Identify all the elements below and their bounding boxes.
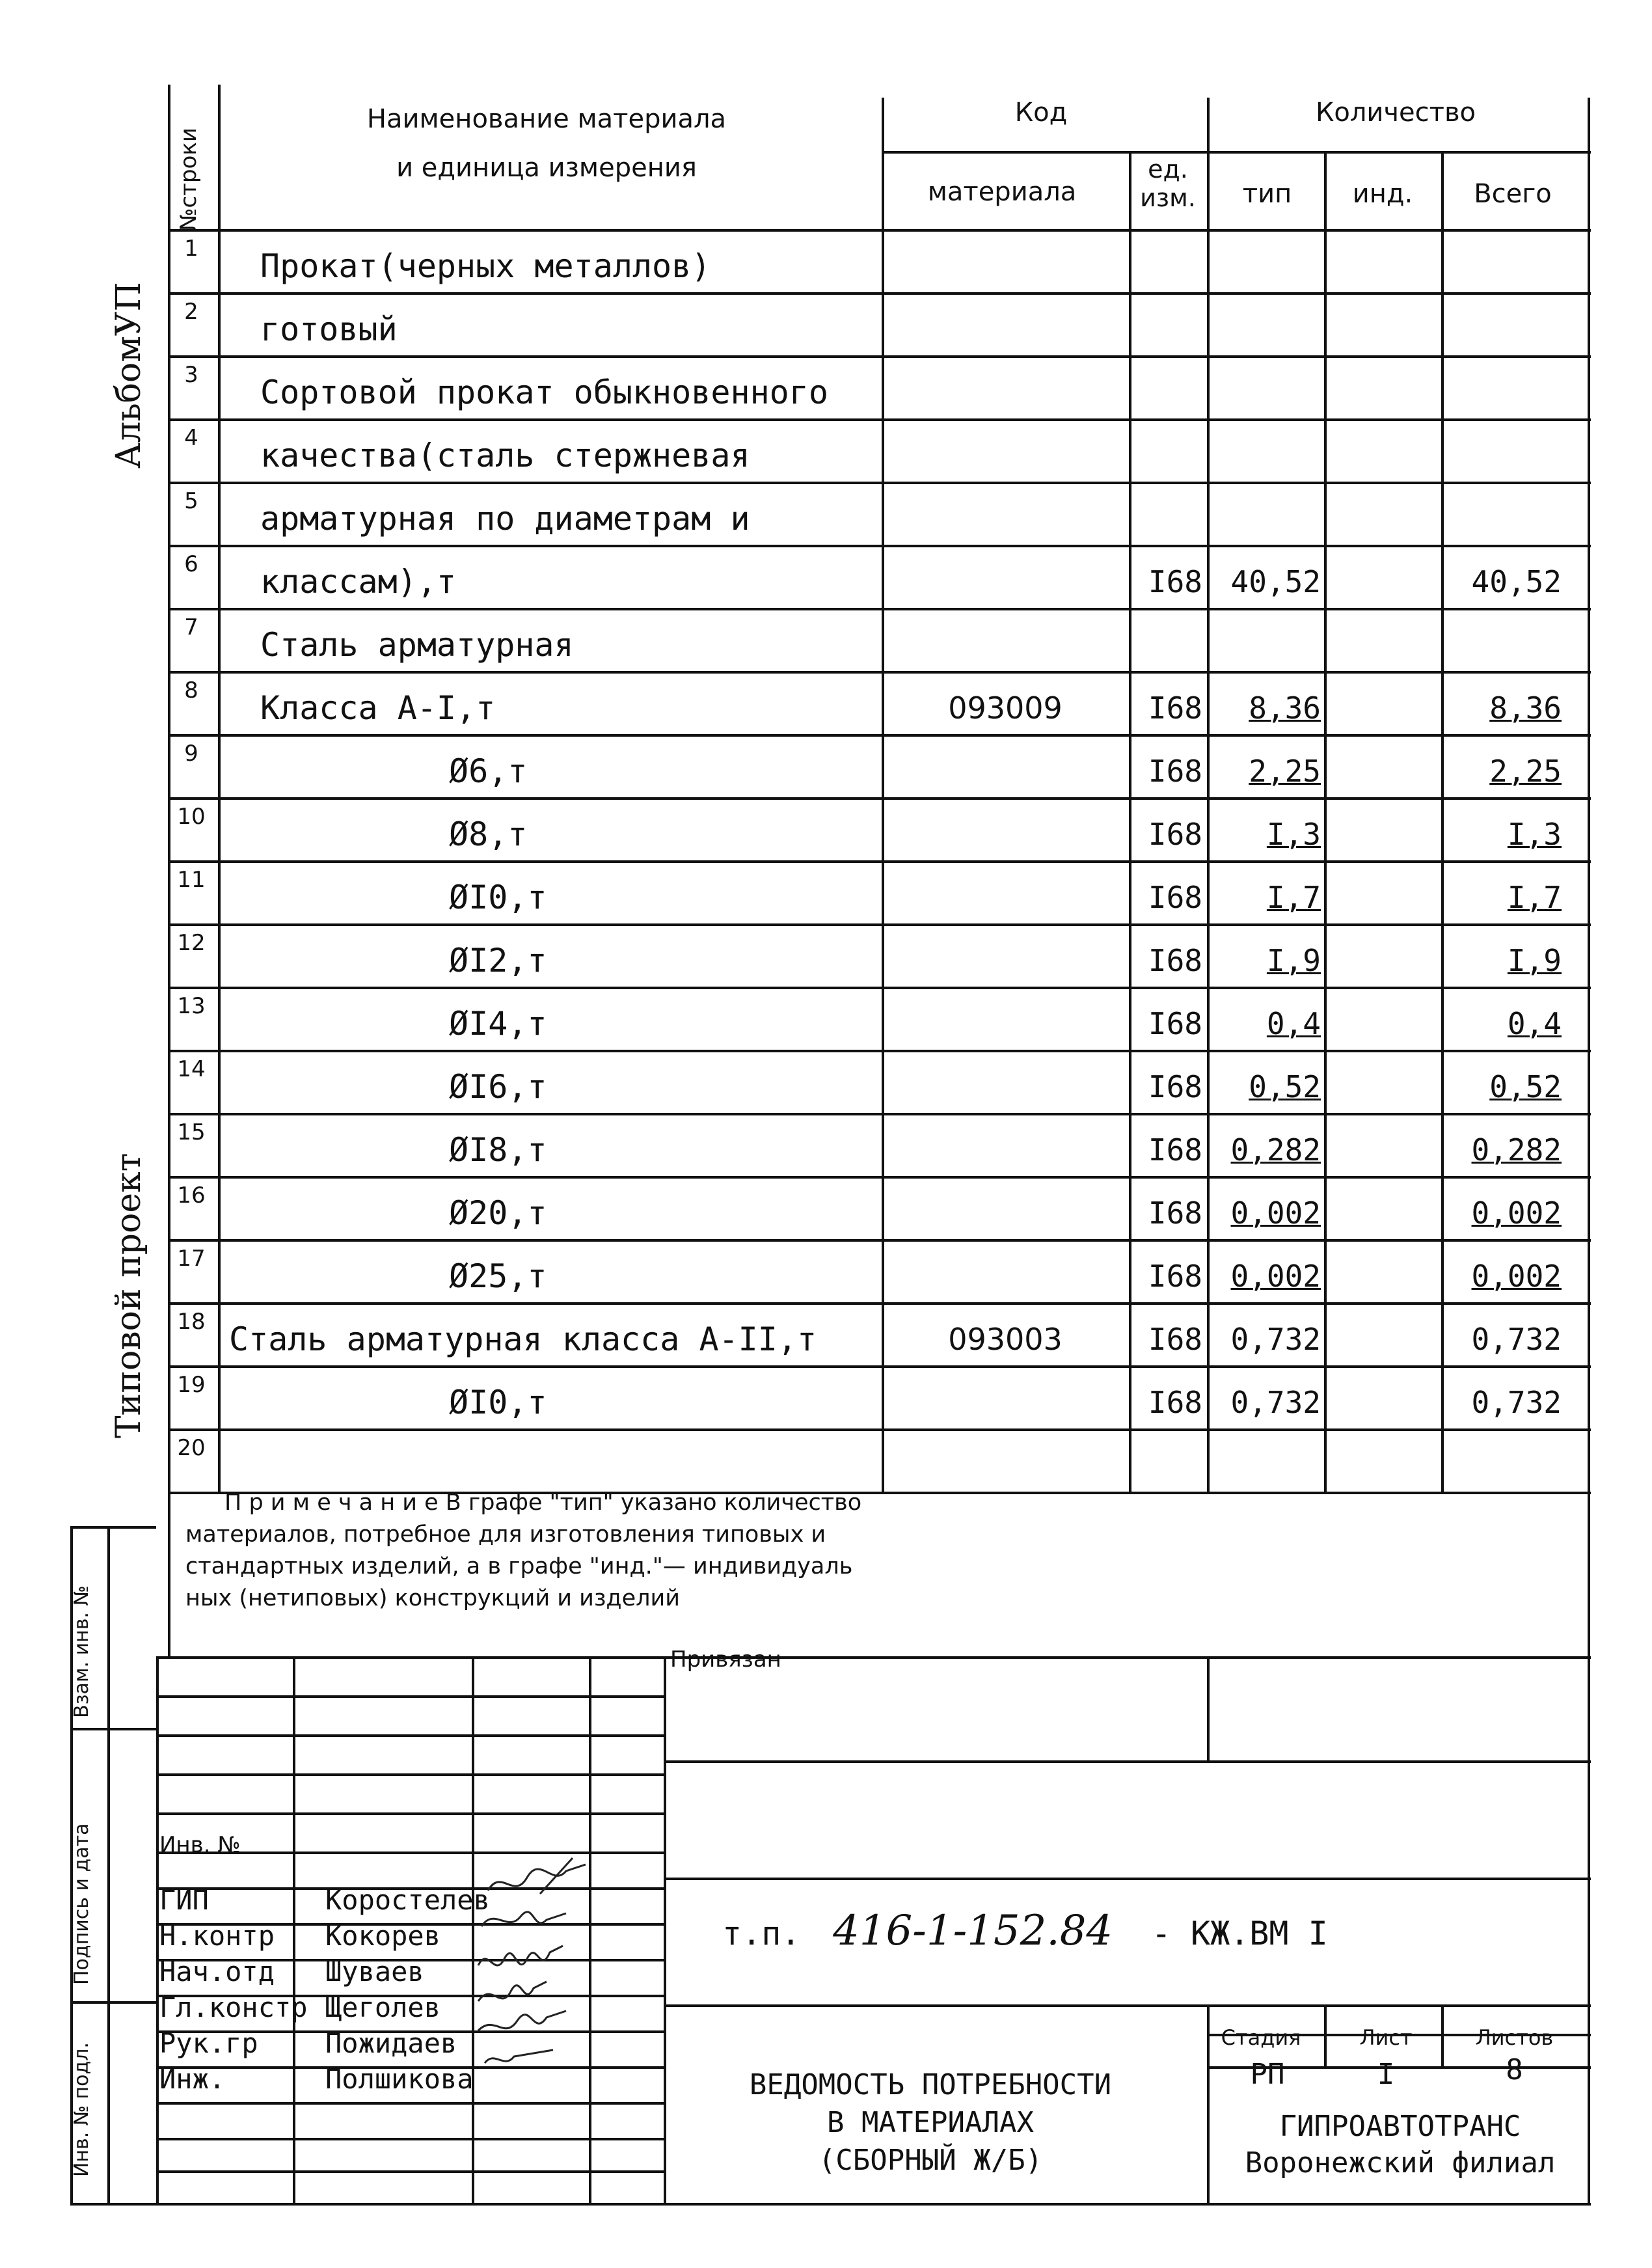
- row-material-name: Ø25,т: [449, 1257, 547, 1295]
- row-qty-total: 40,52: [1471, 564, 1562, 599]
- row-unit-code: I68: [1148, 1069, 1202, 1104]
- row-qty-type: 0,732: [1230, 1385, 1321, 1420]
- row-number: 14: [177, 1056, 206, 1082]
- row-qty-type: 0,4: [1266, 1006, 1321, 1041]
- stamp-row-line: [156, 1773, 664, 1776]
- row-unit-code: I68: [1148, 564, 1202, 599]
- row-material-name: Ø8,т: [449, 815, 528, 853]
- doc-number: 416-1-152.84: [833, 1907, 1113, 1955]
- row-qty-total: 0,732: [1471, 1322, 1562, 1357]
- margin-top-line: [70, 1526, 156, 1529]
- row-material-code: 093009: [948, 690, 1063, 726]
- header-code-unit: ед. изм.: [1140, 155, 1196, 212]
- staff-role: Н.контр: [159, 1920, 275, 1952]
- row-qty-total: I,7: [1507, 880, 1562, 915]
- row-line: [168, 734, 1591, 737]
- row-qty-type: 0,002: [1230, 1259, 1321, 1294]
- inv-no-label: Инв. №: [159, 1832, 241, 1858]
- row-qty-type: I,7: [1266, 880, 1321, 915]
- note-left-line: [168, 1492, 170, 1656]
- header-bottom-line: [168, 229, 1591, 232]
- row-material-name: Сортовой прокат обыкновенного: [260, 374, 828, 411]
- header-name-line1: Наименование материала: [366, 104, 727, 134]
- doc-number-top: [664, 1878, 1591, 1880]
- row-line: [168, 1365, 1591, 1368]
- row-qty-total: 0,52: [1489, 1069, 1562, 1104]
- sheet-value: I: [1377, 2058, 1395, 2091]
- staff-name: Шуваев: [325, 1956, 424, 1988]
- row-number: 20: [177, 1435, 206, 1461]
- row-unit-code: I68: [1148, 1195, 1202, 1231]
- row-unit-code: I68: [1148, 880, 1202, 915]
- row-line: [168, 482, 1591, 484]
- stamp-row-line: [156, 2170, 664, 2173]
- row-unit-code: I68: [1148, 754, 1202, 789]
- row-qty-total: 0,002: [1471, 1259, 1562, 1294]
- row-number: 8: [184, 677, 198, 704]
- signature-3: [478, 1946, 563, 1965]
- row-unit-code: I68: [1148, 943, 1202, 978]
- side-album-label: АльбомУП: [109, 282, 148, 469]
- doc-prefix: т.п.: [722, 1915, 801, 1952]
- row-material-name: ØI0,т: [449, 879, 547, 916]
- header-qty-type: тип: [1242, 179, 1292, 209]
- doc-suffix: - КЖ.ВМ I: [1151, 1915, 1328, 1952]
- stamp-row-line: [156, 1812, 664, 1815]
- row-line: [168, 1113, 1591, 1115]
- row-line: [168, 1176, 1591, 1179]
- row-unit-code: I68: [1148, 1132, 1202, 1168]
- stamp-row-line: [156, 1695, 664, 1698]
- row-material-name: классам),т: [260, 563, 457, 601]
- row-number: 2: [184, 299, 198, 325]
- row-unit-code: I68: [1148, 817, 1202, 852]
- margin-outer-line: [70, 1526, 73, 2203]
- row-qty-total: 0,002: [1471, 1195, 1562, 1231]
- margin-inner-line: [107, 1526, 110, 2203]
- header-name-line2: и единица измерения: [396, 153, 697, 183]
- row-material-name: ØI8,т: [449, 1131, 547, 1169]
- staff-role: Нач.отд: [159, 1956, 275, 1988]
- note-line-3: стандартных изделий, а в графе "инд."— индивидуаль: [185, 1553, 853, 1579]
- note-line-1: [185, 1487, 861, 1519]
- staff-role: Гл.констр: [159, 1991, 308, 2023]
- privyazan-bottom: [664, 1760, 1591, 1763]
- staff-role: ГИП: [159, 1884, 209, 1916]
- row-line: [168, 797, 1591, 800]
- privyazan-divider: [1207, 1656, 1210, 1760]
- margin-split-1: [70, 1728, 156, 1730]
- row-qty-total: 0,732: [1471, 1385, 1562, 1420]
- row-number: 10: [177, 804, 206, 830]
- note-line-1-text: В графе "тип" указано количество: [438, 1490, 862, 1516]
- row-number: 13: [177, 993, 206, 1019]
- signature-2: [481, 1912, 566, 1926]
- note-line-2: материалов, потребное для изготовления типовых и: [185, 1522, 826, 1548]
- row-line: [168, 1050, 1591, 1052]
- row-number: 6: [184, 551, 198, 577]
- row-material-name: ØI6,т: [449, 1068, 547, 1106]
- row-line: [168, 418, 1591, 421]
- row-material-name: Прокат(черных металлов): [260, 247, 711, 285]
- privyazan-label: Привязан: [670, 1646, 781, 1673]
- row-qty-total: I,9: [1507, 943, 1562, 978]
- row-material-name: готовый: [260, 310, 398, 348]
- staff-name: Коростелев: [325, 1884, 490, 1916]
- row-material-name: ØI4,т: [449, 1005, 547, 1043]
- row-number: 16: [177, 1182, 206, 1209]
- row-number: 18: [177, 1309, 206, 1335]
- row-number: 5: [184, 488, 198, 514]
- stage-label: Стадия: [1221, 2025, 1301, 2050]
- stamp-top-line: [156, 1656, 1591, 1659]
- row-number: 1: [184, 236, 198, 262]
- row-number: 7: [184, 614, 198, 640]
- staff-name: Кокорев: [325, 1920, 441, 1952]
- row-number: 3: [184, 362, 198, 388]
- signature-5: [478, 2011, 566, 2030]
- row-number: 9: [184, 741, 198, 767]
- stamp-col-1: [293, 1656, 295, 2203]
- side-podpis-label: Подпись и дата: [70, 1823, 93, 1985]
- row-qty-type: I,3: [1266, 817, 1321, 852]
- row-line: [168, 292, 1591, 295]
- row-qty-total: 0,4: [1507, 1006, 1562, 1041]
- row-unit-code: I68: [1148, 1259, 1202, 1294]
- margin-split-2: [70, 2001, 156, 2004]
- side-vzam-label: Взам. инв. №: [70, 1585, 93, 1718]
- row-line: [168, 545, 1591, 547]
- stamp-row-line: [156, 1734, 664, 1737]
- row-number: 11: [177, 867, 206, 893]
- row-material-name: ØI2,т: [449, 942, 547, 979]
- row-qty-type: 2,25: [1249, 754, 1321, 789]
- row-material-name: ØI0,т: [449, 1384, 547, 1421]
- doc-title-line-1: ВЕДОМОСТЬ ПОТРЕБНОСТИ: [749, 2068, 1112, 2101]
- row-unit-code: I68: [1148, 690, 1202, 726]
- row-qty-type: I,9: [1266, 943, 1321, 978]
- row-qty-total: 0,282: [1471, 1132, 1562, 1168]
- row-qty-total: I,3: [1507, 817, 1562, 852]
- sheets-label: Листов: [1475, 2025, 1554, 2050]
- stamp-left-line: [156, 1656, 159, 2203]
- staff-name: Пожидаев: [325, 2027, 457, 2059]
- row-material-name: качества(сталь стержневая: [260, 437, 750, 474]
- note-line-4: ных (нетиповых) конструкций и изделий: [185, 1585, 681, 1611]
- note-right-line: [1588, 1492, 1590, 1656]
- row-unit-code: I68: [1148, 1385, 1202, 1420]
- row-qty-type: 40,52: [1230, 564, 1321, 599]
- organization: [1212, 2109, 1589, 2181]
- col-line-ind: [1324, 151, 1327, 1492]
- staff-name: Полшикова: [325, 2063, 474, 2095]
- row-qty-type: 0,282: [1230, 1132, 1321, 1168]
- signature-6: [485, 2050, 553, 2063]
- stage-value: РП: [1250, 2058, 1285, 2091]
- row-material-name: Сталь арматурная: [260, 626, 574, 664]
- col-line-left: [168, 85, 170, 1492]
- row-qty-type: 0,52: [1249, 1069, 1321, 1104]
- row-line: [168, 1428, 1591, 1431]
- row-line: [168, 608, 1591, 610]
- row-material-name: Класса А-I,т: [260, 689, 496, 727]
- stamp-bottom-line: [156, 2203, 1591, 2206]
- doc-title-line-2: В МАТЕРИАЛАХ: [827, 2106, 1034, 2139]
- col-line-rowno: [218, 85, 221, 1492]
- row-qty-type: 8,36: [1249, 690, 1321, 726]
- row-number: 15: [177, 1119, 206, 1145]
- header-sub-line: [882, 151, 1591, 154]
- row-material-name: Сталь арматурная класса А-II,т: [229, 1320, 817, 1358]
- staff-role: Инж.: [159, 2063, 226, 2095]
- signature-1: [488, 1858, 586, 1894]
- doc-title-line-3: (СБОРНЫЙ Ж/Б): [818, 2144, 1043, 2177]
- note-block: [185, 1487, 861, 1615]
- doc-number-line: [722, 1907, 1328, 1955]
- header-qty-group: Количество: [1315, 98, 1476, 128]
- stage-col-1: [1324, 2004, 1327, 2066]
- row-line: [168, 1302, 1591, 1305]
- side-project-label: Типовой проект: [109, 1153, 148, 1438]
- row-material-name: Ø6,т: [449, 752, 528, 790]
- row-number: 4: [184, 425, 198, 451]
- row-material-code: 093003: [948, 1322, 1063, 1357]
- row-material-name: арматурная по диаметрам и: [260, 500, 750, 538]
- row-line: [168, 987, 1591, 989]
- note-title: П р и м е ч а н и е: [224, 1490, 439, 1516]
- row-unit-code: I68: [1148, 1322, 1202, 1357]
- doc-number-bottom: [664, 2004, 1591, 2007]
- sheets-value: 8: [1506, 2053, 1523, 2086]
- col-line-qty: [1207, 98, 1210, 1492]
- signature-4: [478, 1982, 547, 2001]
- row-unit-code: I68: [1148, 1006, 1202, 1041]
- header-qty-ind: инд.: [1352, 179, 1413, 209]
- doc-title: [670, 2066, 1191, 2179]
- row-number: 17: [177, 1246, 206, 1272]
- row-line: [168, 923, 1591, 926]
- staff-name: Щеголев: [325, 1991, 441, 2023]
- row-line: [168, 1239, 1591, 1242]
- row-qty-type: 0,732: [1230, 1322, 1321, 1357]
- organization-branch: Воронежский филиал: [1245, 2146, 1556, 2179]
- header-qty-total: Всего: [1474, 179, 1552, 209]
- staff-role: Рук.гр: [159, 2027, 258, 2059]
- row-number: 12: [177, 930, 206, 956]
- stamp-col-2: [472, 1656, 474, 2203]
- header-code-group: Код: [1014, 98, 1068, 128]
- header-code-material: материала: [927, 177, 1077, 207]
- margin-bottom-line: [70, 2203, 156, 2206]
- organization-name: ГИПРОАВТОТРАНС: [1279, 2110, 1521, 2143]
- col-line-code: [882, 98, 884, 1492]
- row-line: [168, 860, 1591, 863]
- row-number: 19: [177, 1372, 206, 1398]
- stamp-row-line: [156, 2138, 664, 2140]
- row-qty-total: 2,25: [1489, 754, 1562, 789]
- signatures: [475, 1855, 677, 2115]
- col-line-right: [1588, 98, 1590, 1492]
- row-qty-total: 8,36: [1489, 690, 1562, 726]
- row-line: [168, 671, 1591, 674]
- row-material-name: Ø20,т: [449, 1194, 547, 1232]
- sheet-label: Лист: [1359, 2025, 1413, 2050]
- header-row-no: №строки: [176, 128, 202, 231]
- side-inv-podl-label: Инв. № подл.: [70, 2042, 93, 2177]
- row-line: [168, 355, 1591, 358]
- row-qty-type: 0,002: [1230, 1195, 1321, 1231]
